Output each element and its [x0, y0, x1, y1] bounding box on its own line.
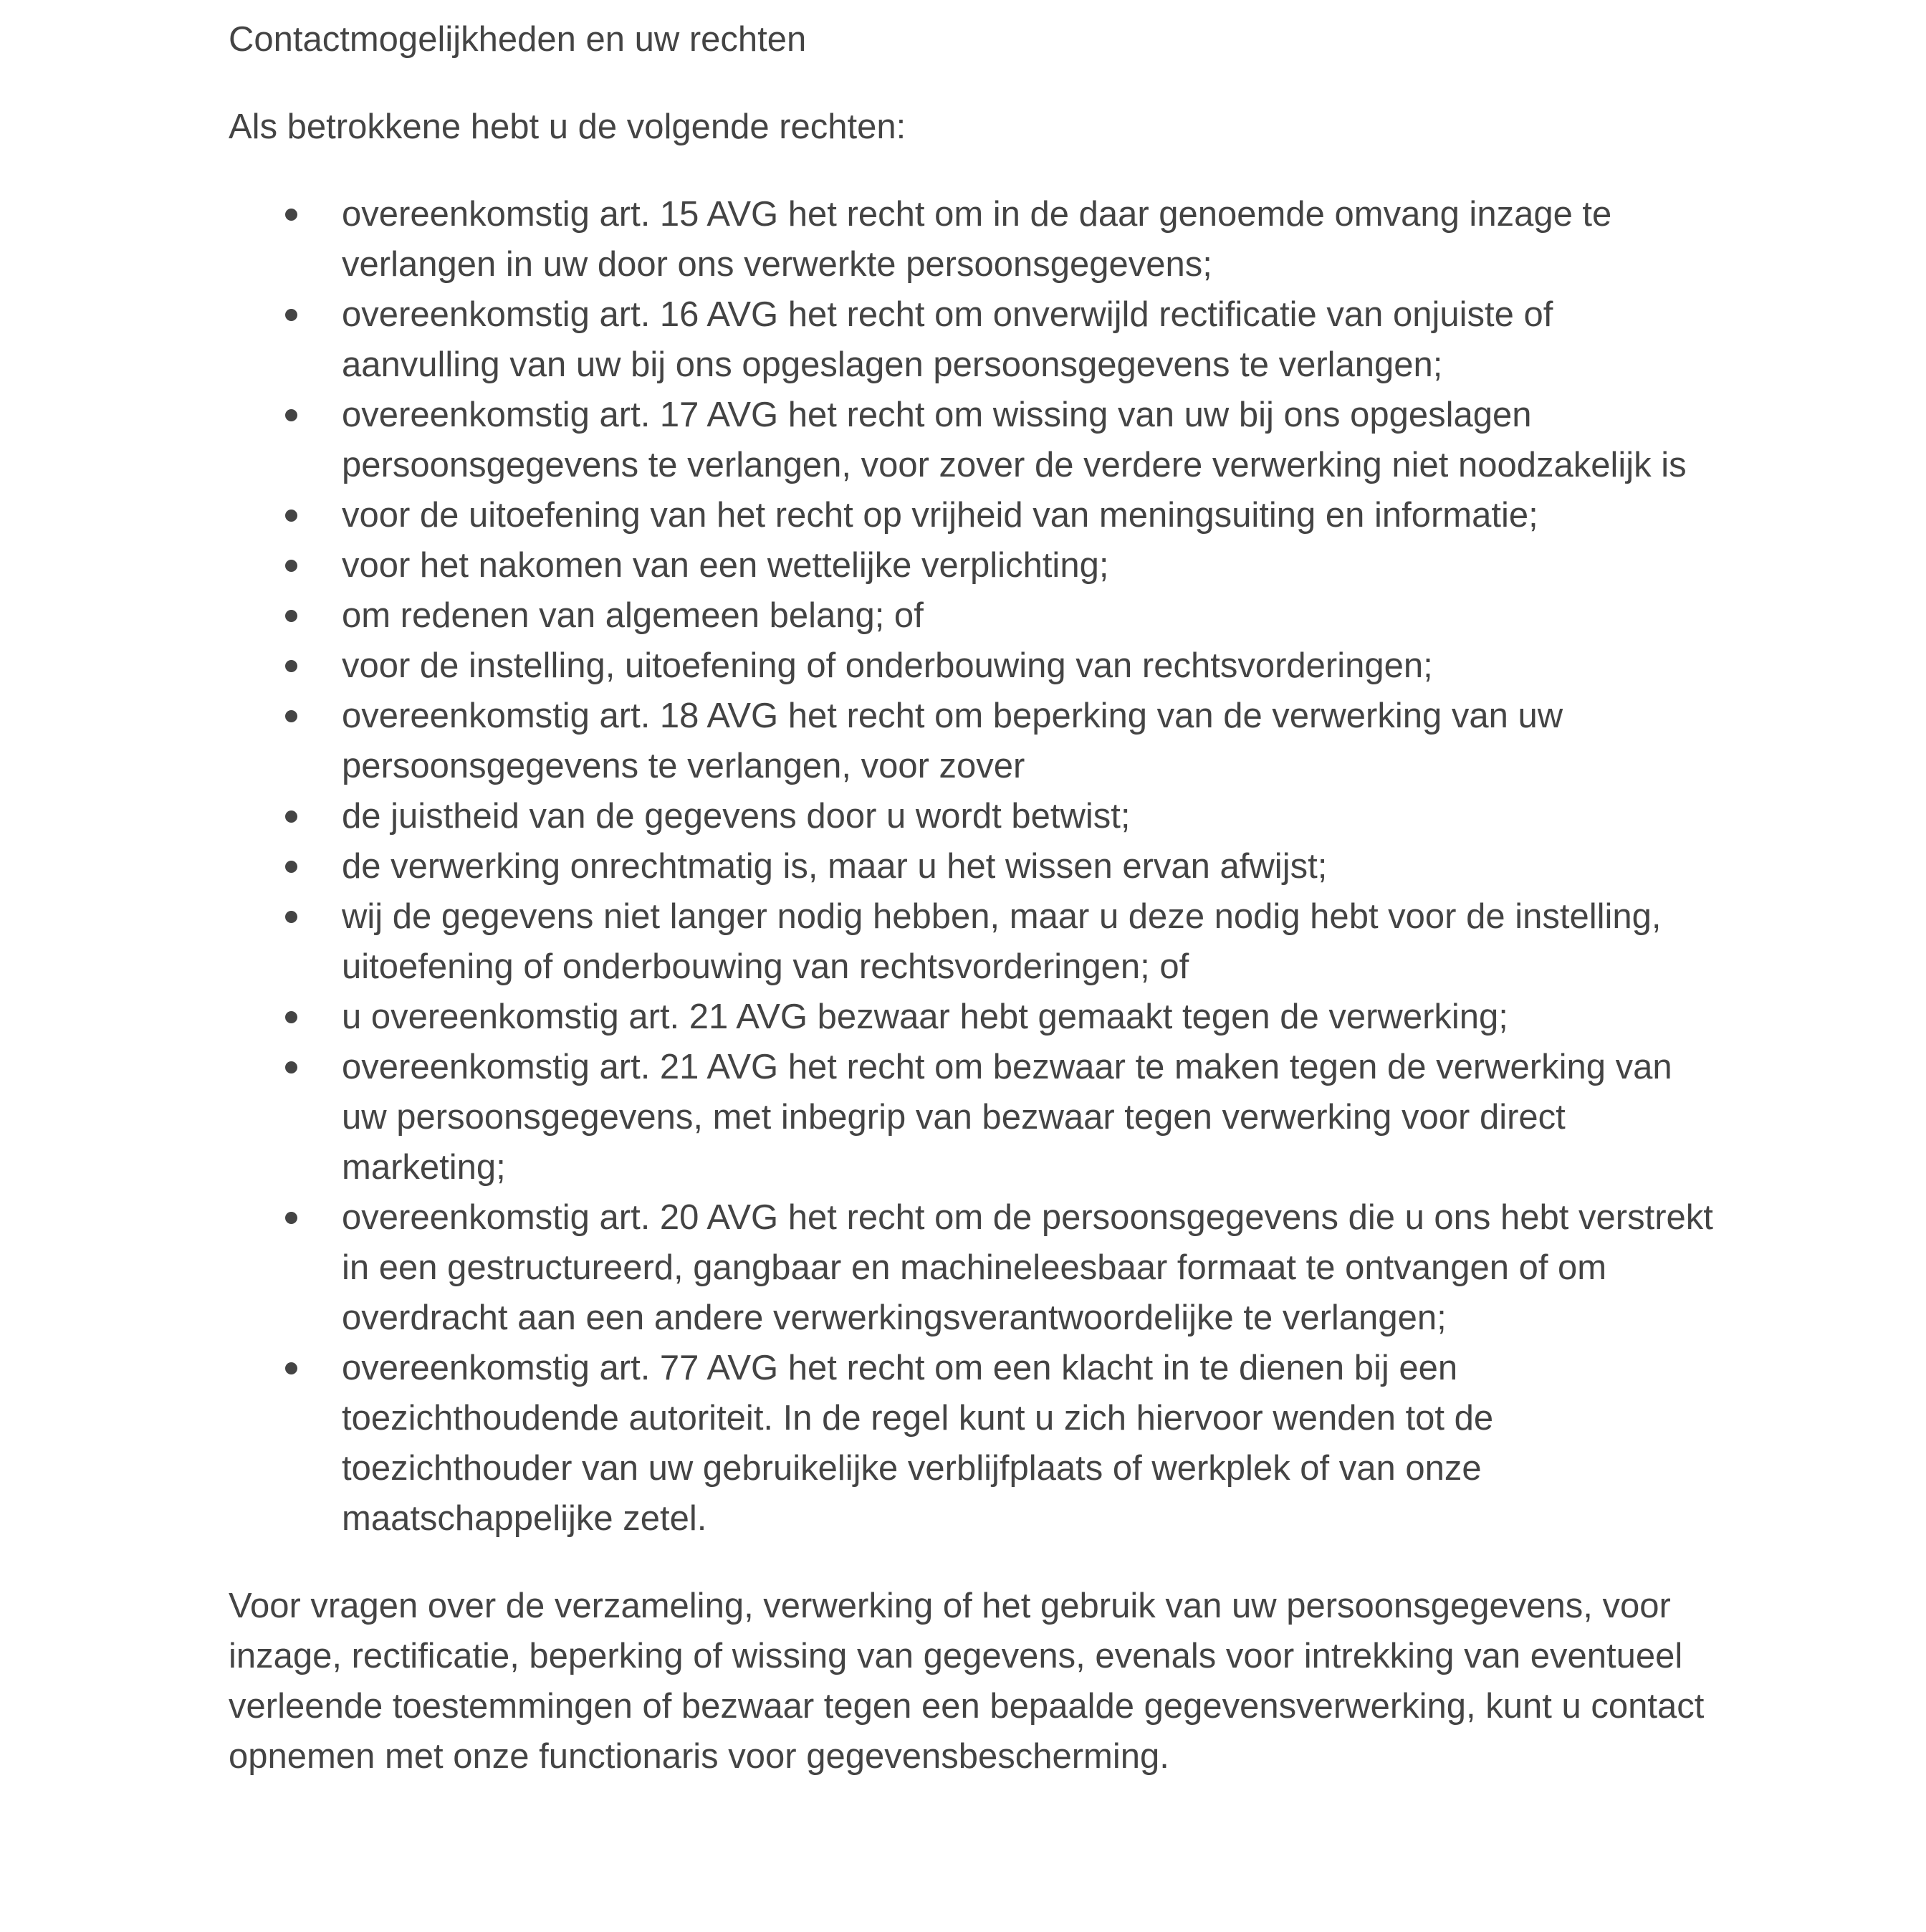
bullet-icon — [285, 409, 297, 421]
bullet-icon — [285, 560, 297, 572]
list-item-text: om redenen van algemeen belang; of — [342, 596, 924, 635]
intro-paragraph: Als betrokkene hebt u de volgende rechten: — [229, 107, 906, 146]
document-page — [229, 14, 1719, 1782]
bullet-icon — [285, 911, 297, 923]
bullet-icon — [285, 1061, 297, 1073]
closing-paragraph: Voor vragen over de verzameling, verwerking of het gebruik van uw persoonsgegevens, voor inzage, rectificatie, beperking of wissing van gegevens, evenals voor intrekking van eventueel verleende toestemmingen of bezwaar tegen een bepaalde gegevensverwerking, kunt u contact opnemen met onze functionaris voor gegevensbescherming. — [229, 1587, 1705, 1776]
list-item-text: overeenkomstig art. 16 AVG het recht om onverwijld rectificatie van onjuiste of aanvulling van uw bij ons opgeslagen persoonsgegevens te verlangen; — [342, 295, 1553, 384]
list-item-text: wij de gegevens niet langer nodig hebben, maar u deze nodig hebt voor de instelling, uitoefening of onderbouwing van rechtsvorderingen; of — [342, 897, 1662, 986]
bullet-icon — [285, 861, 297, 873]
bullet-icon — [285, 1011, 297, 1023]
bullet-icon — [285, 309, 297, 321]
list-item — [229, 390, 1719, 490]
list-item-text: overeenkomstig art. 21 AVG het recht om bezwaar te maken tegen de verwerking van uw persoonsgegevens, met inbegrip van bezwaar tegen verwerking voor direct marketing; — [342, 1048, 1672, 1187]
bullet-icon — [285, 810, 297, 823]
list-item-text: de verwerking onrechtmatig is, maar u het wissen ervan afwijst; — [342, 847, 1328, 886]
list-item-text: overeenkomstig art. 77 AVG het recht om een klacht in te dienen bij een toezichthoudende autoriteit. In de regel kunt u zich hiervoor wenden tot de toezichthouder van uw gebruikelijke verblijfplaats of werkplek of van onze maatschappelijke zetel. — [342, 1349, 1494, 1538]
list-item-text: voor het nakomen van een wettelijke verplichting; — [342, 546, 1109, 585]
list-item — [229, 290, 1719, 390]
list-item-text: overeenkomstig art. 17 AVG het recht om wissing van uw bij ons opgeslagen persoonsgegevens te verlangen, voor zover de verdere verwerking niet noodzakelijk is — [342, 396, 1687, 484]
list-item — [229, 992, 1719, 1042]
list-item-text: overeenkomstig art. 15 AVG het recht om in de daar genoemde omvang inzage te verlangen in uw door ons verwerkte persoonsgegevens; — [342, 195, 1612, 284]
list-item — [229, 189, 1719, 290]
list-item-text: voor de uitoefening van het recht op vrijheid van meningsuiting en informatie; — [342, 496, 1538, 535]
bullet-icon — [285, 610, 297, 622]
list-item — [229, 891, 1719, 992]
bullet-icon — [285, 510, 297, 522]
bullet-icon — [285, 1212, 297, 1224]
list-item — [229, 1042, 1719, 1192]
list-item-text: overeenkomstig art. 18 AVG het recht om beperking van de verwerking van uw persoonsgegevens te verlangen, voor zover — [342, 697, 1563, 785]
list-item — [229, 841, 1719, 891]
list-item — [229, 691, 1719, 791]
list-item-text: overeenkomstig art. 20 AVG het recht om de persoonsgegevens die u ons hebt verstrekt in een gestructureerd, gangbaar en machineleesbaar formaat te ontvangen of om overdracht aan een andere verwerkingsverantwoordelijke te verlangen; — [342, 1198, 1713, 1337]
rights-list — [229, 189, 1719, 1544]
list-item — [229, 590, 1719, 641]
list-item — [229, 641, 1719, 691]
list-item — [229, 791, 1719, 841]
list-item — [229, 1343, 1719, 1544]
list-item — [229, 540, 1719, 590]
bullet-icon — [285, 710, 297, 722]
list-item — [229, 490, 1719, 540]
list-item-text: de juistheid van de gegevens door u wordt betwist; — [342, 797, 1131, 836]
list-item-text: voor de instelling, uitoefening of onderbouwing van rechtsvorderingen; — [342, 646, 1433, 685]
bullet-icon — [285, 1362, 297, 1374]
bullet-icon — [285, 209, 297, 221]
list-item-text: u overeenkomstig art. 21 AVG bezwaar hebt gemaakt tegen de verwerking; — [342, 998, 1508, 1036]
section-heading: Contactmogelijkheden en uw rechten — [229, 20, 807, 59]
list-item — [229, 1192, 1719, 1343]
bullet-icon — [285, 660, 297, 672]
